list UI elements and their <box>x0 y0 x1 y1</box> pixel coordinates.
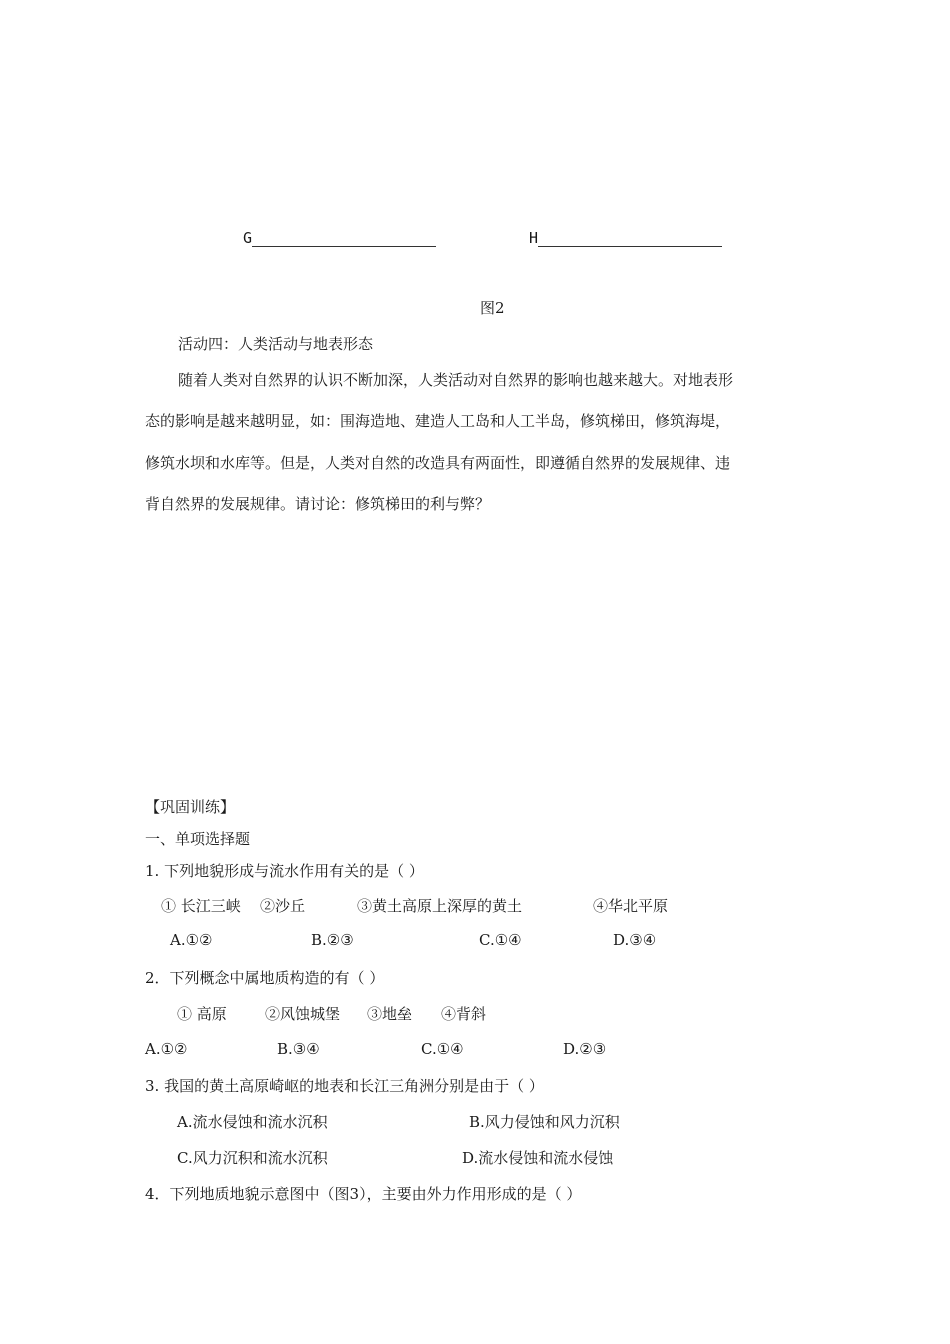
q1-item: ③黄土高原上深厚的黄土 <box>357 897 523 915</box>
answer-blank-h <box>538 232 722 247</box>
q1-option-a: A.①② <box>170 931 213 949</box>
q2-option-c: C.①④ <box>421 1040 464 1058</box>
q1-item: ②沙丘 <box>260 897 306 915</box>
q3-option-b: B.风力侵蚀和风力沉积 <box>469 1113 620 1131</box>
paragraph-line: 态的影响是越来越明显，如：围海造地、建造人工岛和人工半岛，修筑梯田，修筑海堤， <box>145 412 731 430</box>
q1-option-d: D.③④ <box>613 931 657 949</box>
question-1-stem: 1. 下列地貌形成与流水作用有关的是（ ） <box>145 862 424 880</box>
q3-option-c: C.风力沉积和流水沉积 <box>177 1149 328 1167</box>
q2-option-d: D.②③ <box>563 1040 607 1058</box>
q2-item: ④背斜 <box>441 1005 487 1023</box>
activity-title: 活动四：人类活动与地表形态 <box>178 335 374 353</box>
question-3-stem: 3. 我国的黄土高原崎岖的地表和长江三角洲分别是由于（ ） <box>145 1077 544 1095</box>
figure-caption: 图2 <box>480 299 505 317</box>
paragraph-line: 修筑水坝和水库等。但是，人类对自然的改造具有两面性，即遵循自然界的发展规律、违 <box>145 454 731 472</box>
q3-option-a: A.流水侵蚀和流水沉积 <box>177 1113 328 1131</box>
q2-item: ③地垒 <box>367 1005 413 1023</box>
practice-heading: 【巩固训练】 <box>145 798 236 816</box>
q1-item: ① 长江三峡 <box>161 897 241 915</box>
q2-option-a: A.①② <box>145 1040 188 1058</box>
q3-option-d: D.流水侵蚀和流水侵蚀 <box>462 1149 614 1167</box>
question-2-stem: 2．下列概念中属地质构造的有（ ） <box>145 969 385 987</box>
q1-option-c: C.①④ <box>479 931 522 949</box>
paragraph-line: 背自然界的发展规律。请讨论：修筑梯田的利与弊？ <box>145 495 491 513</box>
paragraph-line: 随着人类对自然界的认识不断加深，人类活动对自然界的影响也越来越大。对地表形 <box>178 371 734 389</box>
q2-item: ① 高原 <box>177 1005 227 1023</box>
figure-label-g: G <box>243 229 436 247</box>
section-title: 一、单项选择题 <box>145 830 251 848</box>
q1-option-b: B.②③ <box>311 931 354 949</box>
answer-blank-g <box>252 232 436 247</box>
q2-item: ②风蚀城堡 <box>265 1005 341 1023</box>
figure-label-h: H <box>529 229 722 247</box>
q1-item: ④华北平原 <box>593 897 669 915</box>
question-4-stem: 4．下列地质地貌示意图中（图3），主要由外力作用形成的是（ ） <box>145 1185 582 1203</box>
q2-option-b: B.③④ <box>277 1040 320 1058</box>
